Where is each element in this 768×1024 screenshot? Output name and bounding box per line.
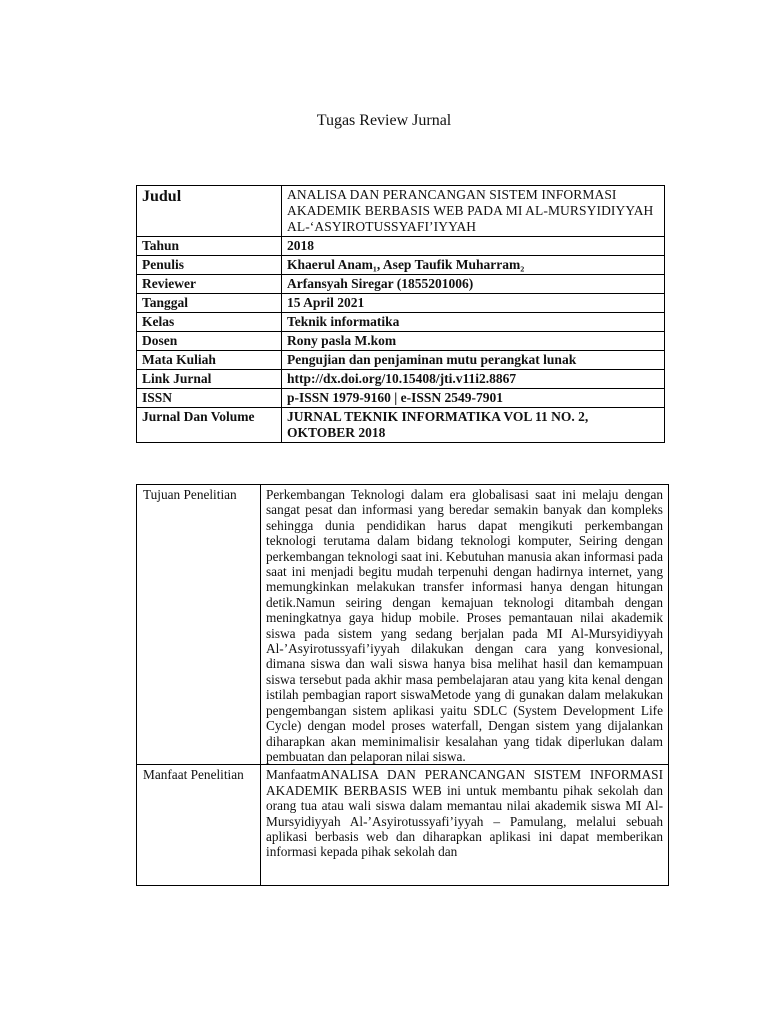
label-reviewer: Reviewer [137, 275, 282, 294]
cell-manfaat [261, 765, 669, 886]
label-jurnal-volume: Jurnal Dan Volume [137, 408, 282, 443]
value-dosen: Rony pasla M.kom [282, 332, 665, 351]
value-mata-kuliah: Pengujian dan penjaminan mutu perangkat lunak [282, 351, 665, 370]
label-judul: Judul [137, 186, 282, 237]
page-title: Tugas Review Jurnal [316, 112, 452, 129]
label-mata-kuliah: Mata Kuliah [137, 351, 282, 370]
row-dosen [137, 332, 665, 351]
value-tanggal: 15 April 2021 [282, 294, 665, 313]
value-link-jurnal[interactable]: http://dx.doi.org/10.15408/jti.v11i2.8867 [282, 370, 665, 389]
text-manfaat: ManfaatmANALISA DAN PERANCANGAN SISTEM INFORMASI AKADEMIK BERBASIS WEB ini untuk membantu pihak sekolah dan orang tua atau wali siswa dalam memantau nilai akademik siswa MI Al-Mursyidiyyah Al-’Asyirotussyafi’iyyah – Pamulang, melalui sebuah aplikasi berbasis web dan diharapkan aplikasi ini dapat memberikan informasi kepada pihak sekolah dan [266, 767, 663, 860]
row-link-jurnal [137, 370, 665, 389]
label-issn: ISSN [137, 389, 282, 408]
row-penulis [137, 256, 665, 275]
label-link-jurnal: Link Jurnal [137, 370, 282, 389]
row-tahun [137, 237, 665, 256]
value-issn: p-ISSN 1979-9160 | e-ISSN 2549-7901 [282, 389, 665, 408]
value-reviewer: Arfansyah Siregar (1855201006) [282, 275, 665, 294]
value-tahun: 2018 [282, 237, 665, 256]
value-jurnal-volume: JURNAL TEKNIK INFORMATIKA VOL 11 NO. 2, OKTOBER 2018 [282, 408, 665, 443]
row-manfaat [137, 765, 669, 886]
value-judul: ANALISA DAN PERANCANGAN SISTEM INFORMASI AKADEMIK BERBASIS WEB PADA MI AL-MURSYIDIYYAH AL-‘ASYIROTUSSYAFI’IYYAH [282, 186, 665, 237]
row-jurnal-volume [137, 408, 665, 443]
row-kelas [137, 313, 665, 332]
label-kelas: Kelas [137, 313, 282, 332]
label-tanggal: Tanggal [137, 294, 282, 313]
label-penulis: Penulis [137, 256, 282, 275]
row-mata-kuliah [137, 351, 665, 370]
label-tujuan: Tujuan Penelitian [137, 485, 261, 765]
text-tujuan: Perkembangan Teknologi dalam era globalisasi saat ini melaju dengan sangat pesat dan informasi yang beredar semakin banyak dan kompleks sehingga dunia pendidikan harus dapat mengikuti perkembangan teknologi terutama dalam bidang teknologi komputer, Seiring dengan perkembangan teknologi saat ini. Kebutuhan manusia akan informasi pada saat ini menjadi begitu mudah terpenuhi dengan hadirnya internet, yang memungkinkan melakukan transfer informasi hanya dengan hitungan detik.Namun seiring dengan kemajuan teknologi ditambah dengan meningkatnya gaya hidup mobile. Proses pemantauan nilai akademik siswa pada sistem yang sedang berjalan pada MI Al-Mursyidiyyah Al-’Asyirotussyafi’iyyah dilakukan dengan cara yang konvesional, dimana siswa dan wali siswa hanya bisa melihat hasil dan kemampuan siswa tersebut pada akhir masa pembelajaran atau yang kita kenal dengan istilah pembagian raport siswaMetode yang di gunakan dalam melakukan pengembangan sistem aplikasi yaitu SDLC (System Development Life Cycle) dengan model proses waterfall, Dengan sistem yang dijalankan diharapkan akan meminimalisir kesalahan yang tidak diperlukan dalam pembuatan dan pelaporan nilai siswa. [261, 485, 669, 765]
review-table [136, 484, 669, 886]
label-tahun: Tahun [137, 237, 282, 256]
row-reviewer [137, 275, 665, 294]
row-judul [137, 186, 665, 237]
row-issn [137, 389, 665, 408]
label-dosen: Dosen [137, 332, 282, 351]
row-tanggal [137, 294, 665, 313]
journal-info-table [136, 185, 665, 443]
value-kelas: Teknik informatika [282, 313, 665, 332]
value-penulis: Khaerul Anam₁, Asep Taufik Muharram₂ [282, 256, 665, 275]
row-tujuan [137, 485, 669, 765]
label-manfaat: Manfaat Penelitian [137, 765, 261, 886]
